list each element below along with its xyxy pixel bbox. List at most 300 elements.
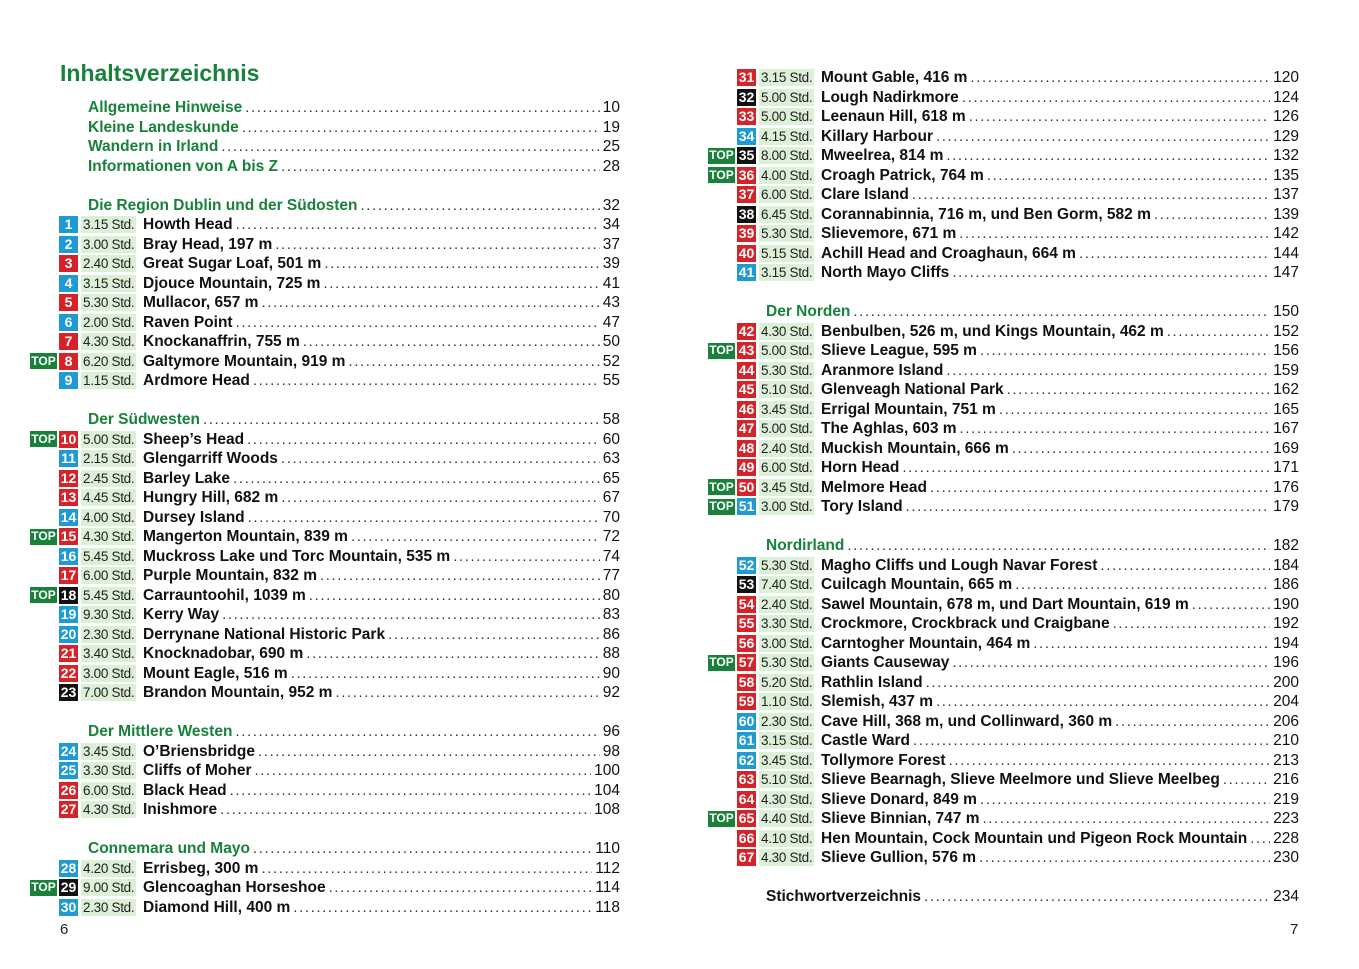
walking-time: 5.10 Std. — [761, 772, 813, 787]
toc-entry[interactable] — [708, 751, 1299, 771]
walking-time: 3.00 Std. — [83, 665, 135, 681]
page-ref: 167 — [1273, 420, 1299, 437]
dot-leader — [291, 664, 600, 684]
tour-number: 9 — [59, 372, 78, 389]
spacer — [708, 868, 1299, 888]
page-ref: 142 — [1273, 225, 1299, 242]
toc-entry[interactable] — [30, 859, 620, 879]
tour-number: 32 — [738, 88, 755, 105]
tour-name: Mullacor, 657 m — [143, 294, 259, 311]
dot-leader — [980, 341, 1270, 361]
toc-entry[interactable] — [708, 478, 1299, 498]
toc-entry[interactable] — [30, 527, 620, 547]
page-ref: 179 — [1273, 498, 1299, 515]
toc-entry[interactable] — [708, 341, 1299, 361]
toc-entry[interactable] — [708, 244, 1299, 264]
toc-entry[interactable] — [30, 235, 620, 255]
page-ref: 92 — [602, 684, 620, 701]
section-label: Der Norden — [766, 303, 851, 320]
dot-leader — [306, 644, 600, 664]
dot-leader — [261, 293, 599, 313]
toc-entry[interactable] — [708, 68, 1299, 88]
walking-time: 4.10 Std. — [761, 830, 813, 846]
tour-number: 27 — [60, 801, 77, 817]
tour-number: 46 — [738, 400, 755, 417]
toc-entry[interactable] — [708, 224, 1299, 244]
toc-entry[interactable] — [30, 371, 620, 391]
tour-number: 10 — [60, 430, 77, 447]
dot-leader — [323, 274, 599, 294]
tour-number: 12 — [60, 469, 77, 486]
section-label: Connemara und Mayo — [88, 840, 250, 857]
tour-number: 21 — [60, 645, 77, 661]
toc-entry[interactable] — [30, 352, 620, 372]
page-ref: 156 — [1273, 342, 1299, 359]
dot-leader — [281, 488, 600, 508]
walking-time: 7.40 Std. — [761, 577, 813, 592]
dot-leader — [230, 781, 592, 801]
section-label: Der Mittlere Westen — [88, 723, 233, 740]
tour-number: 47 — [738, 420, 755, 436]
tour-number: 15 — [60, 528, 77, 544]
toc-entry[interactable] — [30, 664, 620, 684]
dot-leader — [335, 683, 599, 703]
toc-entry[interactable] — [30, 644, 620, 664]
general-entry[interactable] — [30, 98, 620, 118]
tour-name: Mangerton Mountain, 839 m — [143, 528, 348, 545]
tour-name: Achill Head and Croaghaun, 664 m — [821, 244, 1076, 262]
dot-leader — [959, 224, 1270, 244]
section-heading[interactable] — [30, 839, 620, 859]
toc-list-left — [30, 98, 620, 917]
dot-leader — [388, 625, 600, 645]
dot-leader — [946, 146, 1270, 166]
dot-leader — [309, 586, 600, 606]
page-ref: 182 — [1273, 537, 1299, 554]
walking-time: 4.30 Std. — [761, 850, 813, 865]
toc-entry[interactable] — [708, 809, 1299, 829]
dot-leader — [348, 352, 599, 372]
tour-number: 20 — [60, 625, 77, 642]
toc-entry[interactable] — [30, 800, 620, 820]
page-ref: 47 — [602, 313, 620, 331]
tour-number: 22 — [60, 664, 77, 681]
dot-leader — [1033, 634, 1270, 654]
walking-time: 2.00 Std. — [83, 314, 135, 330]
toc-entry[interactable] — [30, 488, 620, 508]
dot-leader — [924, 887, 1270, 907]
walking-time: 2.15 Std. — [83, 451, 135, 466]
page-ref: 216 — [1273, 771, 1299, 788]
walking-time: 5.45 Std. — [83, 548, 135, 564]
page-ref: 230 — [1273, 849, 1299, 866]
dot-leader — [906, 497, 1271, 517]
dot-leader — [248, 508, 600, 528]
walking-time: 4.15 Std. — [761, 128, 813, 144]
toc-entry[interactable] — [708, 634, 1299, 654]
page-ref: 110 — [595, 840, 620, 857]
dot-leader — [902, 458, 1270, 478]
page-ref: 28 — [602, 157, 620, 175]
section-heading[interactable] — [708, 302, 1299, 322]
dot-leader — [1167, 322, 1270, 342]
toc-entry[interactable] — [708, 848, 1299, 868]
toc-entry[interactable] — [708, 185, 1299, 205]
page-ref: 210 — [1273, 732, 1299, 749]
toc-entry[interactable] — [708, 712, 1299, 732]
page-ref: 72 — [602, 528, 620, 545]
page-ref: 43 — [602, 294, 620, 311]
dot-leader — [361, 196, 600, 216]
section-heading[interactable] — [708, 536, 1299, 556]
toc-entry[interactable] — [708, 439, 1299, 459]
walking-time: 2.30 Std. — [761, 713, 813, 729]
tour-name: Howth Head — [143, 216, 233, 233]
toc-entry[interactable] — [30, 254, 620, 274]
page-ref: 83 — [602, 606, 620, 623]
general-entry[interactable] — [30, 137, 620, 157]
walking-time: 3.15 Std. — [761, 733, 813, 748]
general-label: Wandern in Irland — [88, 138, 219, 155]
tour-number: 54 — [738, 595, 755, 612]
toc-entry[interactable] — [30, 313, 620, 333]
dot-leader — [1154, 205, 1270, 225]
section-label: Nordirland — [766, 537, 845, 554]
general-entry[interactable] — [30, 118, 620, 138]
section-label: Die Region Dublin und der Südosten — [88, 196, 358, 214]
spacer — [708, 517, 1299, 537]
tour-name: Knocknadobar, 690 m — [143, 645, 304, 662]
dot-leader — [203, 410, 600, 430]
walking-time: 7.00 Std. — [83, 685, 135, 700]
toc-entry[interactable] — [708, 166, 1299, 186]
dot-leader — [236, 215, 600, 235]
tour-name: Slieve League, 595 m — [821, 342, 977, 359]
page-ref: 147 — [1273, 264, 1299, 281]
tour-number: 51 — [738, 498, 755, 514]
dot-leader — [329, 878, 593, 898]
toc-entry[interactable] — [30, 761, 620, 781]
walking-time: 5.10 Std. — [761, 382, 813, 397]
walking-time: 3.00 Std. — [761, 499, 813, 514]
toc-entry[interactable] — [708, 127, 1299, 147]
walking-time: 6.00 Std. — [83, 782, 135, 798]
tour-name: Tollymore Forest — [821, 751, 946, 769]
page-number-right: 7 — [1290, 921, 1299, 938]
page-ref: 169 — [1273, 439, 1299, 457]
dot-leader — [222, 605, 600, 625]
walking-time: 8.00 Std. — [761, 148, 813, 163]
tour-name: Slieve Gullion, 576 m — [821, 849, 977, 866]
tour-name: Magho Cliffs und Lough Navar Forest — [821, 556, 1098, 574]
dot-leader — [235, 722, 599, 742]
walking-time: 6.00 Std. — [761, 187, 813, 202]
tour-name: Great Sugar Loaf, 501 m — [143, 255, 322, 272]
page-ref: 184 — [1273, 556, 1299, 574]
toc-entry[interactable] — [708, 556, 1299, 576]
dot-leader — [1192, 595, 1270, 615]
dot-leader — [258, 742, 600, 762]
dot-leader — [1115, 712, 1270, 732]
tour-number: 66 — [738, 829, 755, 846]
section-heading[interactable] — [30, 722, 620, 742]
toc-entry[interactable] — [708, 673, 1299, 693]
walking-time: 2.30 Std. — [83, 899, 135, 915]
toc-entry[interactable] — [708, 692, 1299, 712]
page-ref: 88 — [602, 645, 620, 662]
tour-name: Slievemore, 671 m — [821, 225, 957, 242]
toc-entry[interactable] — [30, 430, 620, 450]
dot-leader — [1223, 770, 1270, 790]
walking-time: 4.30 Std. — [761, 791, 813, 807]
top-badge: TOP — [709, 343, 734, 357]
tour-name: Ardmore Head — [143, 372, 250, 389]
tour-number: 17 — [60, 567, 77, 583]
tour-name: Hen Mountain, Cock Mountain und Pigeon Rock Mountain — [821, 829, 1248, 847]
toc-entry[interactable] — [30, 878, 620, 898]
tour-name: Slemish, 437 m — [821, 693, 934, 710]
walking-time: 3.00 Std. — [83, 236, 135, 252]
toc-entry[interactable] — [708, 400, 1299, 420]
walking-time: 6.45 Std. — [761, 206, 813, 222]
toc-entry[interactable] — [708, 263, 1299, 283]
tour-name: Hungry Hill, 682 m — [143, 489, 279, 506]
index-entry[interactable] — [708, 887, 1299, 907]
page-ref: 186 — [1273, 576, 1299, 593]
tour-name: Tory Island — [821, 498, 903, 515]
top-badge: TOP — [31, 587, 56, 602]
tour-name: Derrynane National Historic Park — [143, 625, 386, 643]
tour-name: The Aghlas, 603 m — [821, 420, 957, 437]
walking-time: 5.30 Std. — [761, 557, 813, 573]
dot-leader — [1100, 556, 1270, 576]
walking-time: 4.30 Std. — [761, 323, 813, 339]
toc-entry[interactable] — [30, 898, 620, 918]
page-ref: 108 — [594, 801, 620, 818]
toc-entry[interactable] — [708, 731, 1299, 751]
tour-number: 35 — [738, 147, 755, 163]
dot-leader — [281, 157, 600, 177]
tour-number: 7 — [59, 333, 78, 350]
walking-time: 3.30 Std. — [83, 763, 135, 778]
tour-number: 2 — [59, 236, 78, 253]
top-badge: TOP — [709, 479, 734, 494]
toc-entry[interactable] — [30, 215, 620, 235]
tour-number: 11 — [59, 450, 78, 467]
toc-entry[interactable] — [30, 605, 620, 625]
dot-leader — [913, 731, 1270, 751]
page-ref: 70 — [602, 508, 620, 526]
dot-leader — [946, 361, 1270, 381]
toc-entry[interactable] — [30, 742, 620, 762]
walking-time: 2.30 Std. — [83, 626, 135, 642]
toc-entry[interactable] — [708, 829, 1299, 849]
spacer — [708, 283, 1299, 303]
toc-entry[interactable] — [30, 293, 620, 313]
page-ref: 176 — [1273, 478, 1299, 496]
walking-time: 1.10 Std. — [761, 694, 813, 709]
tour-name: Mount Eagle, 516 m — [143, 664, 288, 682]
tour-number: 39 — [738, 225, 755, 241]
toc-list-right — [708, 68, 1299, 907]
tour-number: 3 — [59, 255, 78, 272]
tour-name: Raven Point — [143, 313, 233, 331]
walking-time: 4.30 Std. — [83, 334, 135, 349]
tour-number: 62 — [738, 751, 755, 768]
dot-leader — [275, 235, 600, 255]
dot-leader — [1007, 380, 1271, 400]
tour-name: Slieve Binnian, 747 m — [821, 810, 980, 827]
tour-name: Crockmore, Crockbrack und Craigbane — [821, 615, 1110, 632]
page-ref: 200 — [1273, 673, 1299, 691]
toc-entry[interactable] — [30, 547, 620, 567]
tour-number: 59 — [738, 693, 755, 709]
walking-time: 2.40 Std. — [83, 256, 135, 271]
section-heading[interactable] — [30, 196, 620, 216]
dot-leader — [969, 107, 1270, 127]
page-ref: 25 — [602, 138, 620, 155]
toc-entry[interactable] — [708, 653, 1299, 673]
toc-entry[interactable] — [708, 575, 1299, 595]
page-ref: 152 — [1273, 322, 1299, 340]
dot-leader — [255, 761, 592, 781]
tour-number: 14 — [60, 508, 77, 525]
page-ref: 74 — [602, 547, 620, 565]
toc-entry[interactable] — [30, 508, 620, 528]
tour-number: 65 — [738, 810, 755, 826]
page-ref: 63 — [602, 450, 620, 467]
tour-name: Mweelrea, 814 m — [821, 147, 944, 164]
walking-time: 5.30 Std. — [761, 362, 813, 378]
top-badge: TOP — [31, 353, 56, 368]
general-label: Allgemeine Hinweise — [88, 99, 243, 116]
page-ref: 120 — [1273, 69, 1299, 86]
toc-entry[interactable] — [708, 146, 1299, 166]
tour-number: 13 — [60, 489, 77, 505]
toc-entry[interactable] — [708, 770, 1299, 790]
page-ref: 135 — [1273, 166, 1299, 184]
page-ref: 80 — [602, 586, 620, 604]
tour-number: 30 — [60, 898, 77, 915]
dot-leader — [1012, 439, 1270, 459]
dot-leader — [979, 848, 1270, 868]
tour-number: 1 — [59, 216, 78, 233]
top-badge: TOP — [709, 167, 734, 182]
toc-entry[interactable] — [708, 458, 1299, 478]
tour-number: 52 — [738, 556, 755, 573]
page-number-left: 6 — [60, 921, 69, 938]
toc-entry[interactable] — [708, 205, 1299, 225]
section-label: Der Südwesten — [88, 411, 200, 428]
tour-number: 61 — [738, 732, 755, 748]
walking-time: 3.40 Std. — [83, 646, 135, 661]
walking-time: 4.00 Std. — [761, 167, 813, 183]
toc-entry[interactable] — [708, 380, 1299, 400]
spacer — [30, 391, 620, 411]
toc-entry[interactable] — [30, 274, 620, 294]
general-entry[interactable] — [30, 157, 620, 177]
tour-number: 28 — [60, 859, 77, 876]
walking-time: 6.00 Std. — [761, 460, 813, 475]
toc-entry[interactable] — [30, 332, 620, 352]
dot-leader — [351, 527, 600, 547]
dot-leader — [949, 751, 1271, 771]
dot-leader — [1079, 244, 1270, 264]
walking-time: 5.30 Std. — [761, 655, 813, 670]
walking-time: 5.00 Std. — [761, 109, 813, 124]
tour-name: Rathlin Island — [821, 673, 923, 691]
walking-time: 1.15 Std. — [83, 373, 135, 388]
dot-leader — [1015, 575, 1270, 595]
toc-entry[interactable] — [30, 586, 620, 606]
toc-entry[interactable] — [30, 449, 620, 469]
tour-number: 18 — [60, 586, 77, 603]
tour-name: Benbulben, 526 m, und Kings Mountain, 462 m — [821, 322, 1164, 340]
tour-number: 48 — [738, 439, 755, 456]
dot-leader — [324, 254, 599, 274]
walking-time: 5.30 Std. — [761, 226, 813, 241]
tour-number: 34 — [738, 127, 755, 144]
page-ref: 234 — [1273, 888, 1299, 905]
toc-entry[interactable] — [30, 683, 620, 703]
toc-entry[interactable] — [708, 595, 1299, 615]
toc-entry[interactable] — [708, 361, 1299, 381]
page-ref: 39 — [602, 255, 620, 272]
tour-name: Inishmore — [143, 801, 218, 818]
toc-entry[interactable] — [708, 497, 1299, 517]
toc-entry[interactable] — [30, 566, 620, 586]
walking-time: 6.00 Std. — [83, 568, 135, 583]
section-heading[interactable] — [30, 410, 620, 430]
tour-name: Carrauntoohil, 1039 m — [143, 586, 306, 604]
page-ref: 196 — [1273, 654, 1299, 671]
walking-time: 9.00 Std. — [83, 880, 135, 895]
toc-entry[interactable] — [708, 322, 1299, 342]
toc-entry[interactable] — [708, 107, 1299, 127]
dot-leader — [983, 809, 1271, 829]
walking-time: 4.20 Std. — [83, 860, 135, 876]
page-ref: 192 — [1273, 615, 1299, 632]
toc-entry[interactable] — [708, 614, 1299, 634]
tour-name: Cliffs of Moher — [143, 762, 252, 779]
tour-name: Castle Ward — [821, 732, 911, 749]
toc-entry[interactable] — [708, 88, 1299, 108]
tour-number: 50 — [738, 478, 755, 495]
toc-entry[interactable] — [708, 790, 1299, 810]
toc-entry[interactable] — [30, 781, 620, 801]
tour-number: 44 — [738, 361, 755, 378]
toc-entry[interactable] — [708, 419, 1299, 439]
toc-entry[interactable] — [30, 469, 620, 489]
dot-leader — [220, 800, 591, 820]
top-badge: TOP — [31, 880, 56, 894]
toc-entry[interactable] — [30, 625, 620, 645]
walking-time: 5.15 Std. — [761, 245, 813, 261]
page-ref: 206 — [1273, 712, 1299, 730]
page-ref: 204 — [1273, 693, 1299, 710]
tour-number: 38 — [738, 205, 755, 222]
tour-name: Lough Nadirkmore — [821, 88, 959, 106]
dot-leader — [1250, 829, 1270, 849]
page-ref: 67 — [602, 489, 620, 506]
page-ref: 137 — [1273, 186, 1299, 203]
walking-time: 9.30 Std. — [83, 607, 135, 622]
walking-time: 3.45 Std. — [761, 752, 813, 768]
dot-leader — [936, 127, 1270, 147]
tour-name: Glencoaghan Horseshoe — [143, 879, 326, 896]
page-ref: 114 — [595, 879, 620, 896]
tour-name: Aranmore Island — [821, 361, 944, 379]
